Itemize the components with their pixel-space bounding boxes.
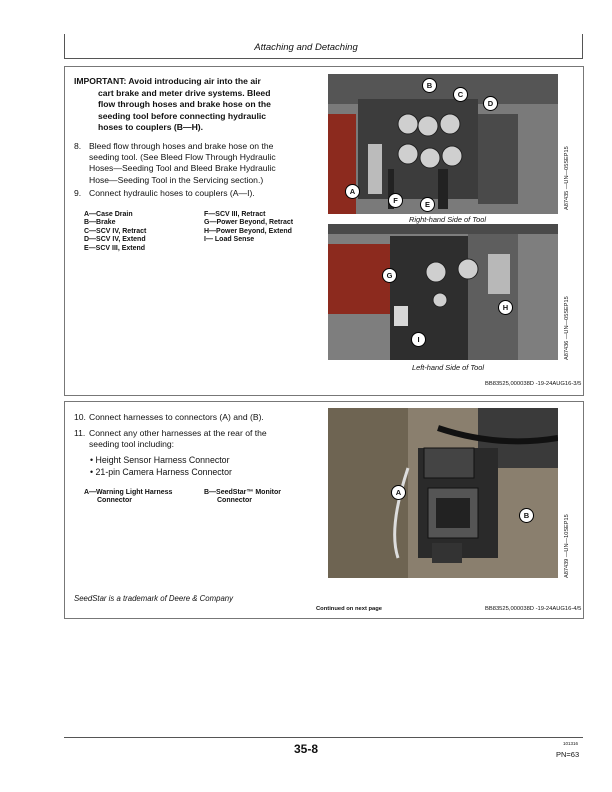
callout-f: F — [388, 193, 403, 208]
legend-item: A—Case Drain — [84, 211, 133, 218]
callout-e: E — [420, 197, 435, 212]
callout-a: A — [345, 184, 360, 199]
step-number: 8. — [74, 141, 82, 151]
step-line: Hose—Seeding Tool in the Servicing section.) — [89, 174, 264, 185]
callout-b: B — [422, 78, 437, 93]
legend-item: B—Brake — [84, 219, 116, 227]
bullet-text: Height Sensor Harness Connector — [95, 455, 230, 465]
important-notice — [74, 76, 324, 134]
page-number: 35-8 — [293, 742, 319, 756]
callout-a: A — [391, 485, 406, 500]
footer-small-code: 101316 — [563, 741, 579, 746]
callout-h: H — [498, 300, 513, 315]
bullet-list — [90, 454, 232, 478]
callout-d: D — [483, 96, 498, 111]
callout-g: G — [382, 268, 397, 283]
photo-left-hand-side — [328, 224, 558, 360]
photo2-code: A87436 —UN—05SEP15 — [564, 296, 570, 360]
legend-item: A—Warning Light Harness — [84, 489, 173, 496]
legend-item: Connector — [97, 497, 132, 505]
page-header-title: Attaching and Detaching — [254, 42, 358, 53]
photo-harness-connectors — [328, 408, 558, 578]
step-11 — [74, 428, 324, 450]
photo-left-hand-side-illustration — [328, 224, 558, 360]
footer-pn: PN=63 — [556, 750, 580, 759]
important-lead: IMPORTANT: Avoid introducing air into the air — [74, 76, 261, 86]
reference-code: BB83525,000038D -19-24AUG16-3/5 — [485, 381, 582, 387]
list-item: • Height Sensor Harness Connector — [90, 455, 230, 465]
header-underline — [64, 58, 583, 59]
photo-harness-illustration — [328, 408, 558, 578]
reference-code: BB83525,000038D -19-24AUG16-4/5 — [485, 606, 582, 612]
step-line: seeding tool including: — [89, 439, 175, 450]
legend-item: C—SCV IV, Retract — [84, 227, 147, 235]
legend-item: I— Load Sense — [204, 236, 255, 244]
step-number: 10. — [74, 412, 86, 422]
legend-item: G—Power Beyond, Retract — [204, 219, 294, 227]
legend-right — [204, 211, 293, 245]
step-text: Connect hydraulic hoses to couplers (A—I). — [89, 188, 255, 198]
footer-rule — [64, 737, 583, 738]
legend-item: F—SCV III, Retract — [204, 211, 266, 218]
trademark-note: SeedStar is a trademark of Deere & Company — [74, 594, 234, 603]
important-line: hoses to couplers (B—H). — [98, 122, 204, 133]
photo3-code: A87439 —UN—10SEP15 — [564, 514, 570, 578]
step-line: Connect any other harnesses at the rear of the — [89, 428, 267, 438]
legend-left — [84, 489, 172, 506]
step-number: 9. — [74, 188, 82, 198]
step-number: 11. — [74, 428, 86, 438]
caption-left-hand-side: Left-hand Side of Tool — [412, 363, 485, 372]
step-line: seeding tool. (See Bleed Flow Through Hydraulic — [89, 152, 276, 163]
legend-item: E—SCV III, Extend — [84, 244, 146, 252]
legend-item: B—SeedStar™ Monitor — [204, 489, 282, 496]
photo-right-hand-side-illustration — [328, 74, 558, 214]
legend-item: Connector — [217, 497, 252, 505]
legend-left — [84, 211, 146, 253]
important-line: cart brake and meter drive systems. Bleed — [98, 87, 271, 98]
photo-right-hand-side — [328, 74, 558, 214]
important-line: seeding tool before connecting hydraulic — [98, 110, 267, 121]
list-item: • 21-pin Camera Harness Connector — [90, 467, 232, 477]
step-line: Hoses—Seeding Tool and Bleed Brake Hydraulic — [89, 163, 276, 174]
caption-right-hand-side: Right-hand Side of Tool — [409, 215, 486, 224]
step-8 — [74, 141, 324, 186]
step-10 — [74, 412, 324, 423]
legend-right — [204, 489, 281, 506]
photo1-code: A87435 —UN—05SEP15 — [564, 146, 570, 210]
callout-i: I — [411, 332, 426, 347]
legend-item: H—Power Beyond, Extend — [204, 227, 292, 235]
step-9 — [74, 188, 324, 199]
important-line: flow through hoses and brake hose on the — [98, 99, 271, 110]
callout-c: C — [453, 87, 468, 102]
continued-note: Continued on next page — [316, 606, 383, 612]
step-line: Bleed flow through hoses and brake hose on the — [89, 141, 274, 151]
legend-item: D—SCV IV, Extend — [84, 236, 146, 244]
step-text: Connect harnesses to connectors (A) and (B). — [89, 412, 264, 422]
bullet-text: 21-pin Camera Harness Connector — [95, 467, 232, 477]
callout-b: B — [519, 508, 534, 523]
